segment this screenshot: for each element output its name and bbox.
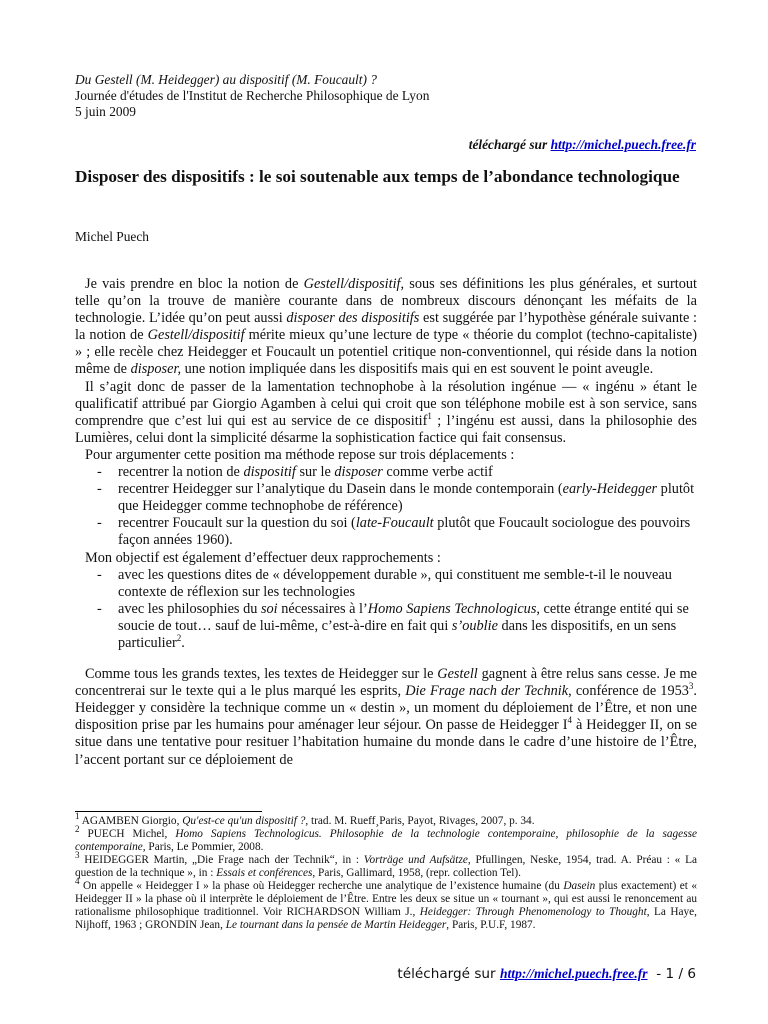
footnote-2: $^2$ PUECH Michel, Homo Sapiens Technologicus. Philosophie de la technologie contemporaine, philosophie de la sagesse contemporaine, Paris, Le Pommier, 2008. xyxy=(75,824,697,853)
download-notice xyxy=(469,137,696,153)
footnote-1: $^1$ AGAMBEN Giorgio, Qu'est-ce qu'un dispositif ?, trad. M. Rueff¸Paris, Payot, Rivages, 2007, p. 34. xyxy=(75,811,535,827)
document-header xyxy=(75,72,429,120)
institution: Journée d'études de l'Institut de Recherche Philosophique de Lyon xyxy=(75,88,430,103)
footnote-4: $^4$ On appelle « Heidegger I » la phase où Heidegger recherche une analytique de l’existence humaine (du Dasein plus exactement) et « Heidegger II » la phase où il interprète le déploiement de l’Être. Entre les deux se situe un « tournant », qui est aussi le renoncement au rationalisme philosophique traditionnel. Voir RICHARDSON William J., Heidegger: Through Phenomenology to Thought, La Haye, Nijhoff, 1963 ; GRONDIN Jean, Le tournant dans la pensée de Martin Heidegger, Paris, P.U.F, 1987. xyxy=(75,876,698,931)
date: 5 juin 2009 xyxy=(75,104,137,119)
list-item: - avec les questions dites de « développement durable », qui constituent me semble-t-il le nouveau contexte de réflexion sur les technologies xyxy=(97,566,672,600)
footer-link[interactable]: http://michel.puech.free.fr xyxy=(499,966,648,981)
paragraph-5: Comme tous les grands textes, les textes de Heidegger sur le Gestell gagnent à être relus sans cesse. Je me concentrerai sur le texte qui a le plus marqué les esprits, Die Frage nach der Technik, conférence de 1953$^3$. Heidegger y considère la technique comme un « destin », un moment du déploiement de l’Être, et non une disposition prise par les humains pour aménager leur séjour. On passe de Heidegger $I^4$ à Heidegger II, on se situe dans une tentative pour resituer l’habitation humaine du monde dans le cadre d’une histoire de l’Être, l’accent portant sur ce déploiement de xyxy=(75,666,698,768)
footnote-ref-1[interactable]: 1 xyxy=(427,410,432,421)
download-prefix: téléchargé sur xyxy=(468,137,548,152)
footer-prefix: téléchargé sur xyxy=(397,966,496,982)
footnote-3: $^3$ HEIDEGGER Martin, „Die Frage nach der Technik“, in : Vorträge und Aufsätze, Pfullingen, Neske, 1954, trad. A. Préau : « La question de la technique », in : Essais et conférences, Paris, Gallimard, 1958, (repr. collection Tel). xyxy=(75,850,697,879)
list-item: - recentrer Heidegger sur l’analytique du Dasein dans le monde contemporain (early-Heidegger plutôt que Heidegger comme technophobe de référence) xyxy=(97,481,695,515)
author-name: Michel Puech xyxy=(75,229,150,244)
footnote-ref-3[interactable]: 3 xyxy=(688,681,694,692)
paragraph-3: Pour argumenter cette position ma méthode repose sur trois déplacements : xyxy=(85,446,515,463)
page-number: - 1 / 6 xyxy=(656,966,696,982)
displacements-list xyxy=(75,464,697,549)
footnotes xyxy=(75,811,698,932)
footnote-ref-4[interactable]: 4 xyxy=(567,715,573,726)
paragraph-2: Il s’agit donc de passer de la lamentation technophobe à la résolution ingénue — « ingénu » étant le qualificatif attribué par Giorgio Agamben à celui qui croit que son téléphone mobile est à son service, sans comprendre que c’est lui qui est au service de ce dispositif$^1$ ; l’ingénu est aussi, dans la philosophie des Lumières, celui dont la simplicité désarme la sophistication factice qui fait consensus. xyxy=(75,378,697,446)
paragraph-4: Mon objectif est également d’effectuer deux rapprochements : xyxy=(85,549,441,566)
footnote-ref-2[interactable]: 2 xyxy=(176,633,182,644)
list-item: - recentrer la notion de dispositif sur le disposer comme verbe actif xyxy=(97,464,493,481)
paragraph-1: Je vais prendre en bloc la notion de Gestell/dispositif, sous ses définitions les plus générales, et surtout telle qu’on la trouve de manière courante dans de nombreux discours dénonçant les méfaits de la technologie. L’idée qu’on peut aussi disposer des dispositifs est suggérée par l’hypothèse générale suivante : la notion de Gestell/dispositif mérite mieux qu’une lecture de type « théorie du complot (techno-capitaliste) » ; elle recèle chez Heidegger et Foucault un potentiel critique non-conventionnel, qui réside dans la notion même de disposer, une notion impliquée dans les dispositifs mais qui en est souvent le point aveugle. xyxy=(75,276,698,378)
article-body xyxy=(75,276,697,769)
footnote-divider xyxy=(75,811,262,812)
article-title: Disposer des dispositifs : le soi soutenable aux temps de l’abondance technologique xyxy=(75,167,680,186)
conference-title: Du Gestell (M. Heidegger) au dispositif (M. Foucault) ? xyxy=(75,72,377,87)
list-item: - avec les philosophies du soi nécessaires à l’Homo Sapiens Technologicus, cette étrange entité qui se soucie de tout… sauf de lui-même, c’est-à-dire en fait qui s’oublie dans les dispositifs, en un sens particulier$^2$. xyxy=(97,600,689,651)
list-item: - recentrer Foucault sur la question du soi (late-Foucault plutôt que Foucault sociologue des pouvoirs façon années 1960). xyxy=(97,515,691,549)
page-footer xyxy=(397,966,696,982)
rapprochements-list xyxy=(75,567,697,652)
download-link[interactable]: http://michel.puech.free.fr xyxy=(550,137,696,152)
